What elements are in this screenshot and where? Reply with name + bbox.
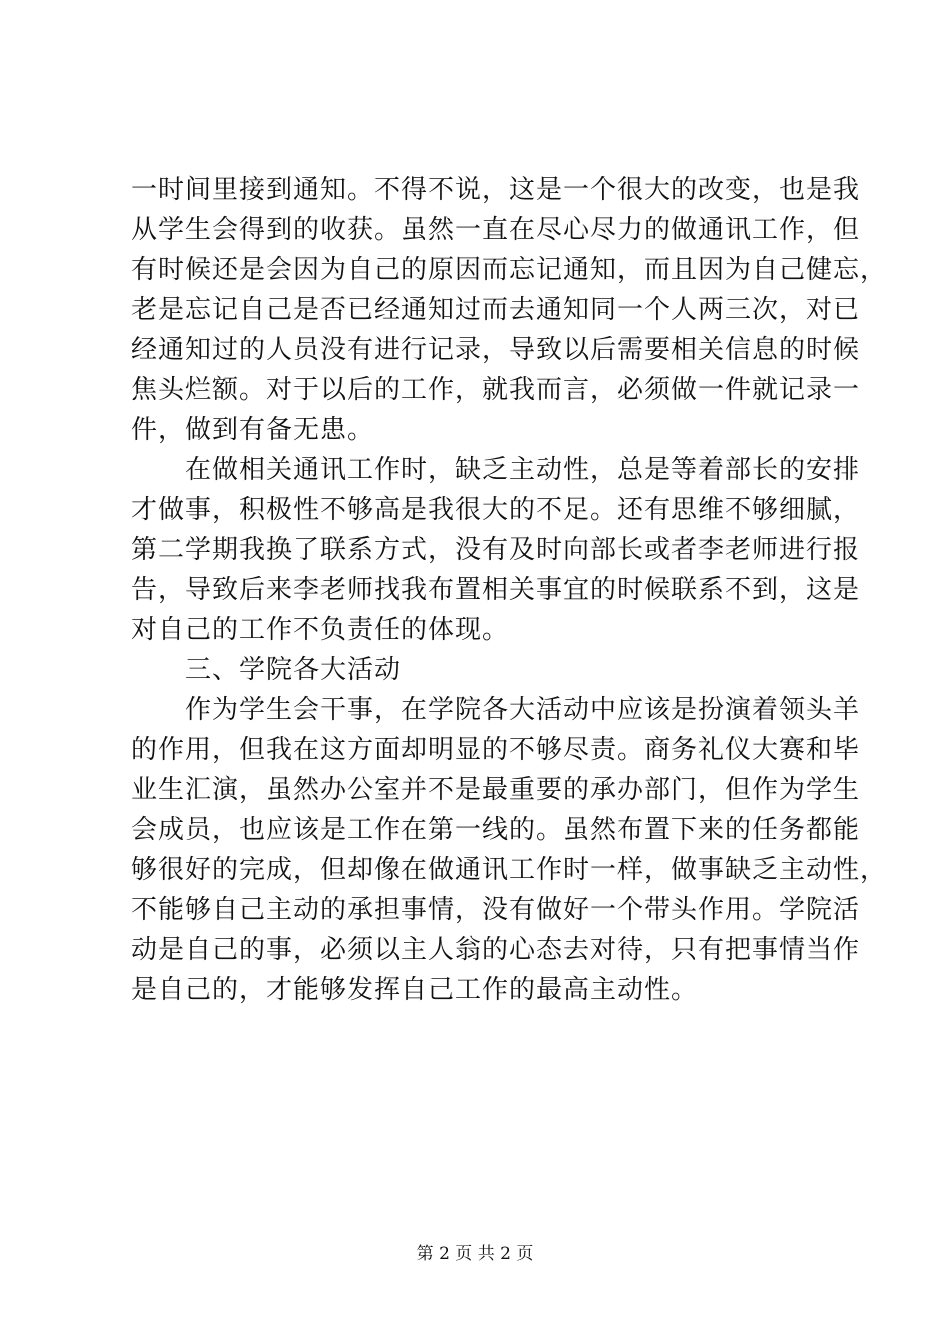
text-line: 一时间里接到通知。不得不说，这是一个很大的改变，也是我 (131, 175, 861, 205)
text-line: 的作用，但我在这方面却明显的不够尽责。商务礼仪大赛和毕 (131, 735, 861, 765)
text-line: 动是自己的事，必须以主人翁的心态去对待，只有把事情当作 (131, 935, 861, 965)
text-line: 第二学期我换了联系方式，没有及时向部长或者李老师进行报 (131, 535, 861, 565)
text-line: 才做事，积极性不够高是我很大的不足。还有思维不够细腻， (131, 495, 861, 525)
text-line: 件，做到有备无患。 (131, 415, 375, 445)
page-number-footer: 第 2 页 共 2 页 (416, 1244, 534, 1264)
text-line: 不能够自己主动的承担事情，没有做好一个带头作用。学院活 (131, 895, 861, 925)
text-line: 经通知过的人员没有进行记录，导致以后需要相关信息的时候 (131, 335, 861, 365)
text-line: 对自己的工作不负责任的体现。 (131, 615, 510, 645)
text-line: 焦头烂额。对于以后的工作，就我而言，必须做一件就记录一 (131, 375, 861, 405)
document-body (131, 170, 888, 1010)
text-line: 从学生会得到的收获。虽然一直在尽心尽力的做通讯工作，但 (131, 215, 861, 245)
section-heading: 三、学院各大活动 (131, 655, 402, 685)
text-line: 老是忘记自己是否已经通知过而去通知同一个人两三次，对已 (131, 295, 861, 325)
text-line: 告，导致后来李老师找我布置相关事宜的时候联系不到，这是 (131, 575, 861, 605)
text-line: 有时候还是会因为自己的原因而忘记通知，而且因为自己健忘， (131, 255, 888, 285)
text-line: 作为学生会干事，在学院各大活动中应该是扮演着领头羊 (131, 695, 861, 725)
text-line: 在做相关通讯工作时，缺乏主动性，总是等着部长的安排 (131, 455, 861, 485)
text-line: 业生汇演，虽然办公室并不是最重要的承办部门，但作为学生 (131, 775, 861, 805)
text-line: 够很好的完成，但却像在做通讯工作时一样，做事缺乏主动性， (131, 855, 888, 885)
text-line: 是自己的，才能够发挥自己工作的最高主动性。 (131, 975, 699, 1005)
text-line: 会成员，也应该是工作在第一线的。虽然布置下来的任务都能 (131, 815, 861, 845)
